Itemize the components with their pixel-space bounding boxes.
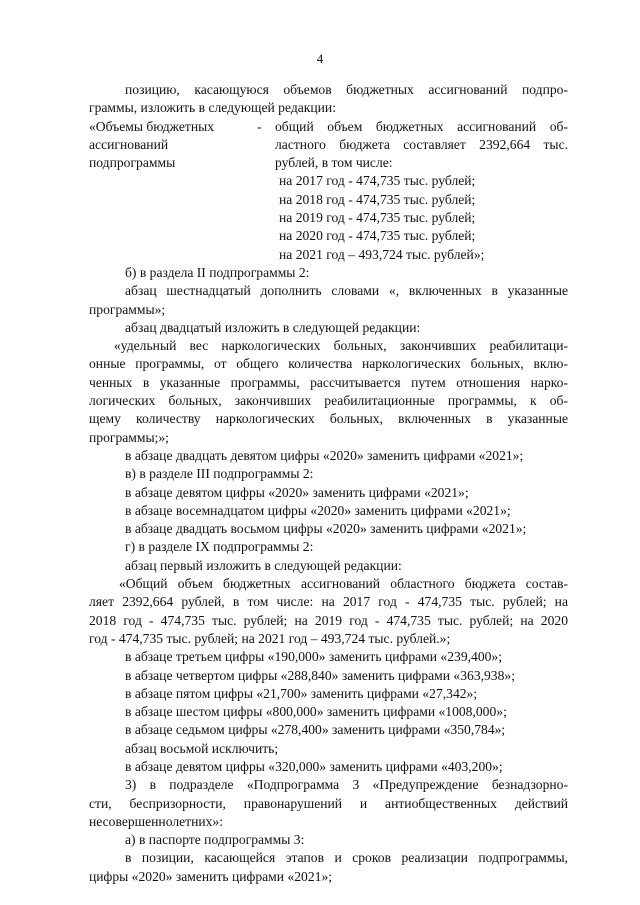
text-line: в абзаце двадцать девятом цифры «2020» заменить цифрами «2021»; — [125, 447, 524, 463]
text-line: программы»; — [89, 301, 166, 317]
quote-line: онные программы, от общего количества наркологических больных, вклю- — [89, 356, 568, 372]
quote-line: 2018 год - 474,735 тыс. рублей; на 2019 год - 474,735 тыс. рублей; на 2020 — [89, 612, 568, 628]
text-line: абзац шестнадцатый дополнить словами «, включенных в указанные — [125, 283, 568, 299]
text-line: граммы, изложить в следующей редакции: — [89, 100, 336, 116]
quote-line: «Общий объем бюджетных ассигнований областного бюджета состав- — [119, 576, 568, 592]
text-line: 3) в подразделе «Подпрограмма 3 «Предупреждение безнадзорно- — [125, 777, 568, 793]
passport-label-line: «Объемы бюджетных — [89, 118, 215, 134]
passport-value-line: рублей, в том числе: — [275, 155, 393, 171]
text-line: абзац первый изложить в следующей редакции: — [125, 557, 402, 573]
dash-mark: - — [257, 118, 262, 134]
text-line: в позиции, касающейся этапов и сроков реализации подпрограммы, — [125, 850, 568, 866]
passport-years — [89, 172, 568, 263]
page-number: 4 — [316, 51, 324, 66]
text-line: в) в разделе III подпрограммы 2: — [125, 466, 314, 482]
passport-label-line: подпрограммы — [89, 155, 176, 171]
quote-line: «удельный вес наркологических больных, закончивших реабилитаци- — [114, 338, 568, 354]
year-line: на 2020 год - 474,735 тыс. рублей; — [279, 228, 476, 244]
passport-value-line: ластного бюджета составляет 2392,664 тыс. — [275, 136, 568, 152]
document-body — [89, 81, 568, 886]
passport-value-line: общий объем бюджетных ассигнований об- — [275, 118, 568, 134]
text-line: б) в раздела II подпрограммы 2: — [125, 264, 310, 280]
year-line: на 2018 год - 474,735 тыс. рублей; — [279, 191, 476, 207]
text-line: абзац восьмой исключить; — [125, 740, 279, 756]
text-line: несовершеннолетних»: — [89, 813, 223, 829]
quote-line: ляет 2392,664 рублей, в том числе: на 2017 год - 474,735 тыс. рублей; на — [89, 594, 568, 610]
text-line: в абзаце пятом цифры «21,700» заменить цифрами «27,342»; — [125, 685, 478, 701]
quote-line: логических больных, закончивших реабилитационные программы, к об- — [89, 393, 568, 409]
text-line: абзац двадцатый изложить в следующей редакции: — [125, 319, 421, 335]
quote-line: программы;»; — [89, 429, 169, 445]
year-line: на 2019 год - 474,735 тыс. рублей; — [279, 210, 476, 226]
quote-line: ченных в указанные программы, рассчитывается путем отношения нарко- — [89, 374, 568, 390]
text-line: позицию, касающуюся объемов бюджетных ассигнований подпро- — [125, 82, 568, 97]
passport-label-line: ассигнований — [89, 136, 169, 152]
text-line: г) в разделе IX подпрограммы 2: — [125, 539, 314, 555]
text-line: в абзаце девятом цифры «2020» заменить цифрами «2021»; — [125, 484, 469, 500]
passport-dash — [257, 118, 275, 173]
quote-line: год - 474,735 тыс. рублей; на 2021 год – 493,724 тыс. рублей.»; — [89, 630, 451, 646]
text-line: в абзаце третьем цифры «190,000» заменить цифрами «239,400»; — [125, 649, 502, 665]
text-line: в абзаце двадцать восьмом цифры «2020» заменить цифрами «2021»; — [125, 521, 527, 537]
text-line: цифры «2020» заменить цифрами «2021»; — [89, 868, 333, 884]
passport-table — [89, 118, 568, 173]
text-line: в абзаце восемнадцатом цифры «2020» заменить цифрами «2021»; — [125, 502, 511, 518]
passport-value — [275, 118, 568, 173]
text-line: сти, беспризорности, правонарушений и антиобщественных действий — [89, 795, 568, 811]
text-line: в абзаце шестом цифры «800,000» заменить цифрами «1008,000»; — [125, 704, 507, 720]
text-line: в абзаце седьмом цифры «278,400» заменить цифрами «350,784»; — [125, 722, 506, 738]
text-line: а) в паспорте подпрограммы 3: — [125, 832, 305, 848]
year-line: на 2021 год – 493,724 тыс. рублей»; — [279, 246, 485, 262]
quote-line: щему количеству наркологических больных, включенных в указанные — [89, 411, 568, 427]
passport-label — [89, 118, 257, 173]
text-line: в абзаце девятом цифры «320,000» заменить цифрами «403,200»; — [125, 758, 503, 774]
text-line: в абзаце четвертом цифры «288,840» заменить цифрами «363,938»; — [125, 667, 515, 683]
year-line: на 2017 год - 474,735 тыс. рублей; — [279, 173, 476, 189]
